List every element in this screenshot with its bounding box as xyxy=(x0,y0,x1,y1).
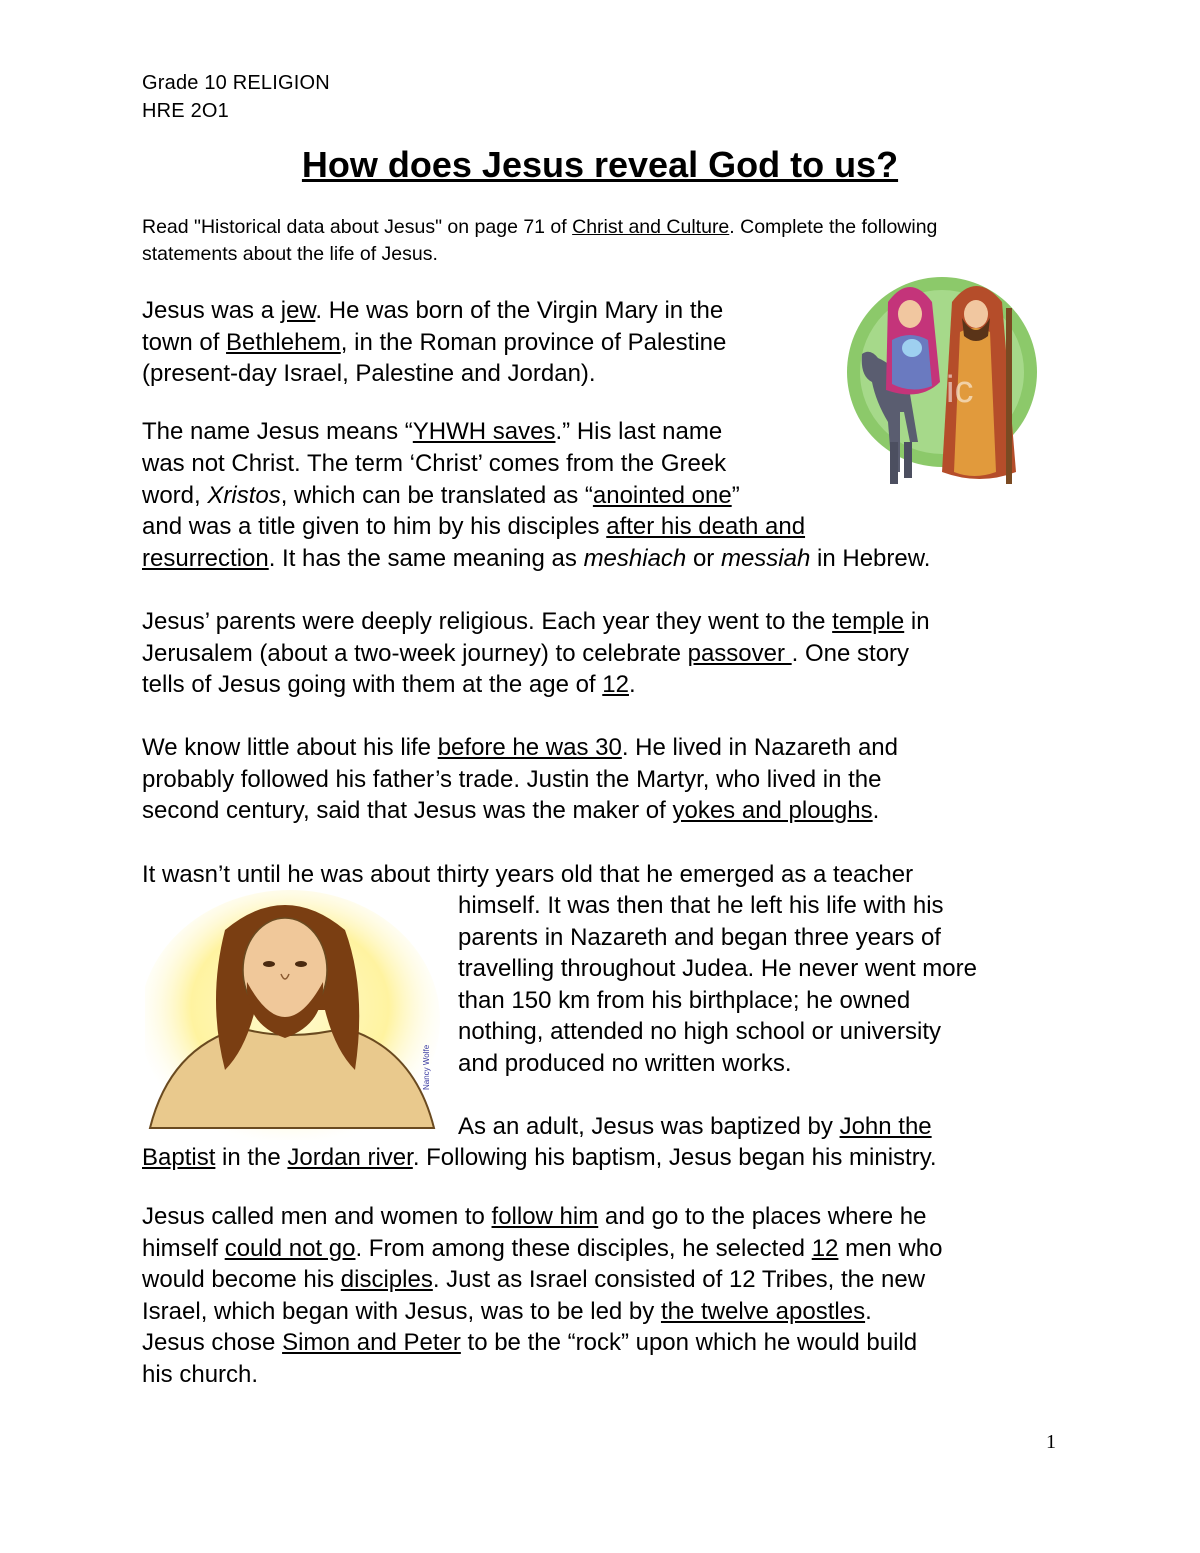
p5-line-3: parents in Nazareth and began three years of xyxy=(458,924,941,951)
p5-line-2: himself. It was then that he left his life with his xyxy=(458,892,944,919)
answer-anointed-one: anointed one xyxy=(592,482,732,509)
image-watermark: ic xyxy=(946,369,974,411)
jesus-portrait-image xyxy=(145,890,445,1140)
p5-line-1: It wasn’t until he was about thirty years old that he emerged as a teacher xyxy=(142,861,914,888)
p1-line-2: town of Bethlehem, in the Roman province of Palestine xyxy=(142,329,727,356)
page-number: 1 xyxy=(1046,1431,1056,1453)
grade-label: Grade 10 RELIGION xyxy=(142,72,330,94)
p3-line-2: Jerusalem (about a two-week journey) to celebrate passover . One story xyxy=(142,640,910,667)
p5-line-7: and produced no written works. xyxy=(458,1050,792,1077)
p1-line-3: (present-day Israel, Palestine and Jordan). xyxy=(142,360,596,387)
portrait-signature: Nancy Wolfe xyxy=(422,1044,431,1090)
answer-resurrection: resurrection xyxy=(142,545,269,572)
intro-paragraph: Read "Historical data about Jesus" on page 71 of Christ and Culture. Complete the following statements about the life of Jesus. xyxy=(142,216,938,265)
p2-line-1: The name Jesus means “YHWH saves.” His last name xyxy=(142,418,723,445)
p2-line-3: word, Xristos, which can be translated as “anointed one” xyxy=(142,482,740,509)
answer-passover: passover xyxy=(687,640,792,667)
p2-line-4: and was a title given to him by his disciples after his death and xyxy=(142,513,806,540)
p7-line-6: his church. xyxy=(142,1361,259,1388)
answer-yhwh-saves: YHWH saves xyxy=(412,418,556,445)
answer-simon-peter: Simon and Peter xyxy=(282,1329,461,1356)
answer-john-the: John the xyxy=(839,1113,932,1140)
answer-baptist: Baptist xyxy=(142,1144,216,1171)
answer-bethlehem: Bethlehem xyxy=(226,329,341,356)
p2-line-5: resurrection. It has the same meaning as meshiach or messiah in Hebrew. xyxy=(142,545,931,572)
p6-line-1: As an adult, Jesus was baptized by John the xyxy=(458,1113,932,1140)
page-title: How does Jesus reveal God to us? xyxy=(301,144,899,185)
course-code: HRE 2O1 xyxy=(142,100,229,122)
answer-disciples: disciples xyxy=(340,1266,433,1293)
p4-line-3: second century, said that Jesus was the maker of yokes and ploughs. xyxy=(142,797,880,824)
book-title: Christ and Culture xyxy=(572,216,730,238)
answer-before-30: before he was 30 xyxy=(437,734,622,761)
p2-line-2: was not Christ. The term ‘Christ’ comes from the Greek xyxy=(142,450,727,477)
answer-age-12: 12 xyxy=(602,671,629,698)
p3-line-1: Jesus’ parents were deeply religious. Each year they went to the temple in xyxy=(142,608,930,635)
p4-line-2: probably followed his father’s trade. Justin the Martyr, who lived in the xyxy=(142,766,882,793)
p4-line-1: We know little about his life before he was 30. He lived in Nazareth and xyxy=(142,734,898,761)
p7-line-1: Jesus called men and women to follow him and go to the places where he xyxy=(142,1203,927,1230)
holy-family-image xyxy=(842,262,1042,494)
answer-temple: temple xyxy=(832,608,905,635)
p5-line-5: than 150 km from his birthplace; he owned xyxy=(458,987,911,1014)
answer-after-death: after his death and xyxy=(606,513,806,540)
p7-line-5: Jesus chose Simon and Peter to be the “rock” upon which he would build xyxy=(142,1329,918,1356)
answer-jew: jew xyxy=(280,297,316,324)
answer-could-not-go: could not go xyxy=(224,1235,356,1262)
p7-line-2: himself could not go. From among these disciples, he selected 12 men who xyxy=(142,1235,943,1262)
p1-line-1: Jesus was a jew. He was born of the Virgin Mary in the xyxy=(142,297,724,324)
answer-yokes-ploughs: yokes and ploughs xyxy=(672,797,873,824)
p5-line-4: travelling throughout Judea. He never went more xyxy=(458,955,977,982)
p7-line-4: Israel, which began with Jesus, was to be led by the twelve apostles. xyxy=(142,1298,872,1325)
answer-twelve-apostles: the twelve apostles xyxy=(660,1298,866,1325)
answer-follow-him: follow him xyxy=(491,1203,599,1230)
p7-line-3: would become his disciples. Just as Israel consisted of 12 Tribes, the new xyxy=(142,1266,926,1293)
answer-jordan-river: Jordan river xyxy=(287,1144,413,1171)
p6-line-2: Baptist in the Jordan river. Following his baptism, Jesus began his ministry. xyxy=(142,1144,937,1171)
answer-12-men: 12 xyxy=(811,1235,839,1262)
p3-line-3: tells of Jesus going with them at the age of 12. xyxy=(142,671,636,698)
p5-line-6: nothing, attended no high school or university xyxy=(458,1018,941,1045)
